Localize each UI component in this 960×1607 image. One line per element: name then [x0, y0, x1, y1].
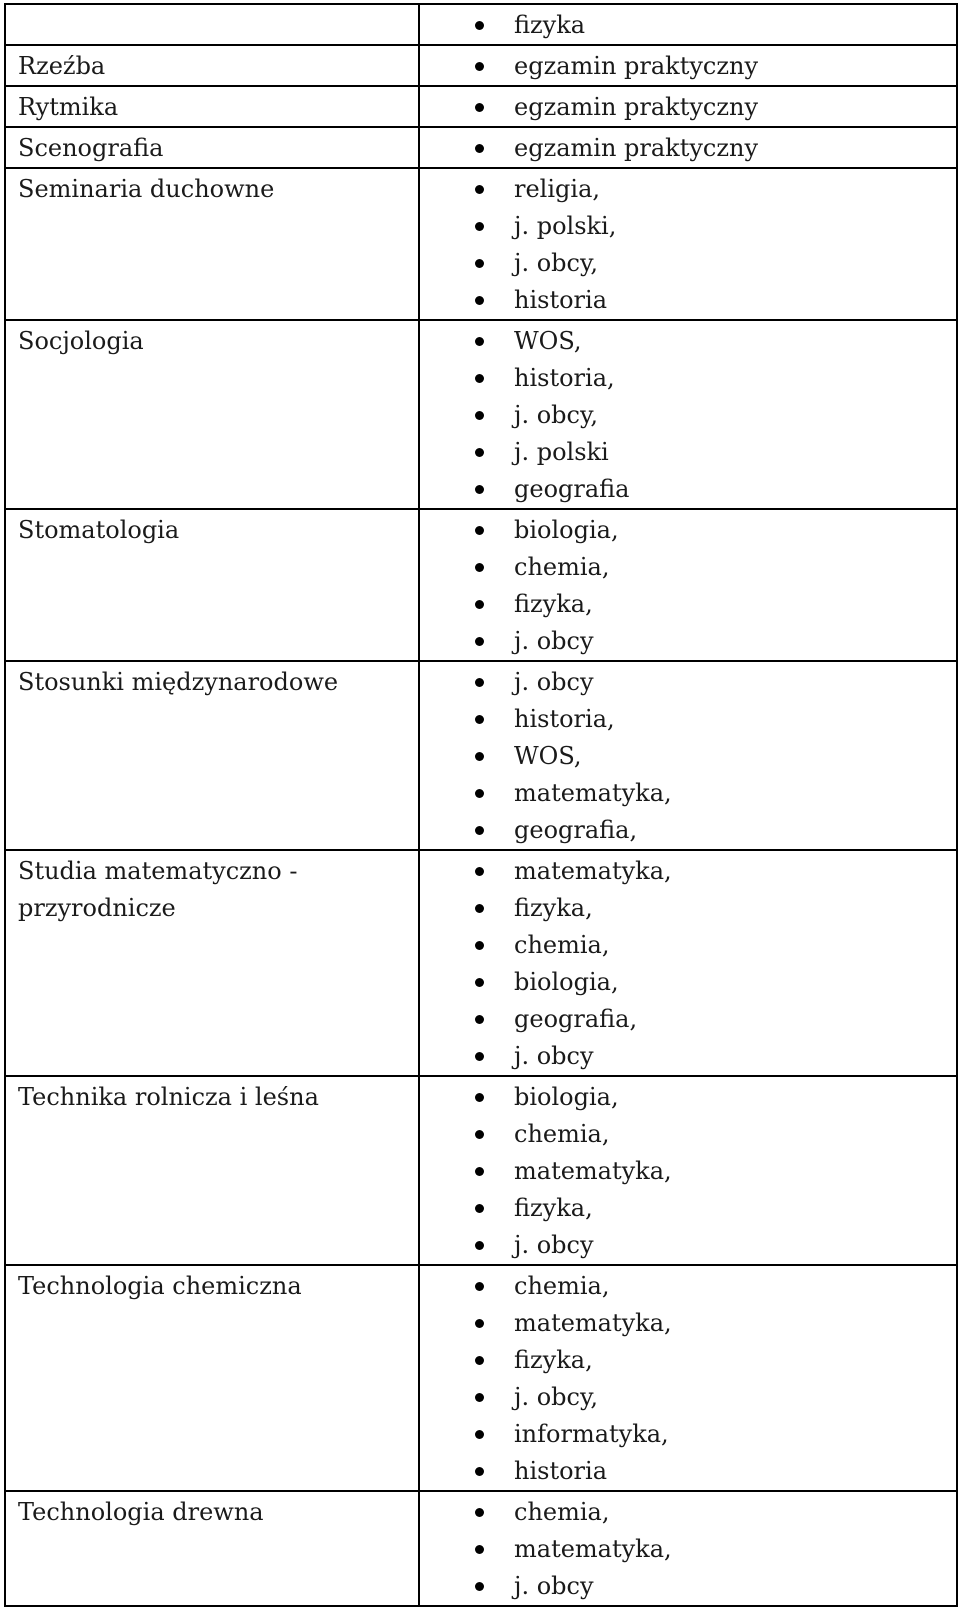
list-item	[472, 1227, 956, 1264]
table-row	[5, 45, 957, 86]
bullet-icon	[475, 1508, 484, 1517]
field-name: Technika rolnicza i leśna	[18, 1083, 319, 1111]
required-subjects-cell	[419, 45, 957, 86]
field-name-cell	[5, 1491, 419, 1606]
field-name: Stosunki międzynarodowe	[18, 668, 339, 696]
list-item	[472, 130, 956, 167]
list-item	[472, 927, 956, 964]
list-item	[472, 1342, 956, 1379]
subject-name: chemia,	[514, 1498, 610, 1526]
list-item	[472, 586, 956, 623]
field-name-cell	[5, 45, 419, 86]
table-row	[5, 1265, 957, 1491]
subject-name: j. obcy	[514, 1572, 594, 1600]
field-name-cell	[5, 4, 419, 45]
bullet-icon	[475, 411, 484, 420]
required-subjects-cell	[419, 168, 957, 320]
bullet-icon	[475, 1167, 484, 1176]
bullet-icon	[475, 296, 484, 305]
bullet-icon	[475, 904, 484, 913]
subject-name: j. obcy,	[514, 401, 598, 429]
subject-name: fizyka	[514, 11, 586, 39]
subject-name: j. obcy	[514, 668, 594, 696]
subject-name: chemia,	[514, 931, 610, 959]
required-subjects-cell	[419, 320, 957, 509]
bullet-icon	[475, 1052, 484, 1061]
field-name: Seminaria duchowne	[18, 175, 275, 203]
table-row	[5, 320, 957, 509]
list-item	[472, 512, 956, 549]
bullet-icon	[475, 1015, 484, 1024]
table-row	[5, 1076, 957, 1265]
required-subjects-cell	[419, 1491, 957, 1606]
bullet-icon	[475, 1393, 484, 1402]
field-name-cell	[5, 509, 419, 661]
subject-name: historia,	[514, 364, 615, 392]
subject-name: WOS,	[514, 327, 582, 355]
field-name-cell	[5, 1265, 419, 1491]
field-name: Rzeźba	[18, 52, 106, 80]
field-name-cell	[5, 320, 419, 509]
bullet-icon	[475, 1356, 484, 1365]
list-item	[472, 1038, 956, 1075]
field-name	[18, 7, 418, 44]
bullet-icon	[475, 185, 484, 194]
subject-list	[420, 89, 956, 126]
subject-name: fizyka,	[514, 590, 593, 618]
bullet-icon	[475, 1467, 484, 1476]
subject-name: biologia,	[514, 1083, 619, 1111]
required-subjects-cell	[419, 1076, 957, 1265]
bullet-icon	[475, 1545, 484, 1554]
subject-name: matematyka,	[514, 1535, 672, 1563]
subject-name: j. obcy	[514, 627, 594, 655]
field-name: Technologia chemiczna	[18, 1272, 302, 1300]
list-item	[472, 171, 956, 208]
field-name-line: przyrodnicze	[18, 894, 176, 922]
list-item	[472, 964, 956, 1001]
bullet-icon	[475, 1093, 484, 1102]
list-item	[472, 1190, 956, 1227]
list-item	[472, 471, 956, 508]
subject-name: j. obcy,	[514, 1383, 598, 1411]
bullet-icon	[475, 337, 484, 346]
list-item	[472, 1453, 956, 1490]
subject-name: geografia,	[514, 816, 638, 844]
bullet-icon	[475, 1582, 484, 1591]
table-row	[5, 4, 957, 45]
field-name: Socjologia	[18, 327, 144, 355]
bullet-icon	[475, 715, 484, 724]
bullet-icon	[475, 752, 484, 761]
required-subjects-cell	[419, 509, 957, 661]
field-name-cell	[5, 168, 419, 320]
list-item	[472, 623, 956, 660]
table-row	[5, 1491, 957, 1606]
field-name-line: Studia matematyczno -	[18, 857, 298, 885]
list-item	[472, 1305, 956, 1342]
list-item	[472, 7, 956, 44]
bullet-icon	[475, 867, 484, 876]
field-name-cell	[5, 661, 419, 850]
bullet-icon	[475, 526, 484, 535]
bullet-icon	[475, 222, 484, 231]
required-subjects-cell	[419, 661, 957, 850]
subject-name: historia,	[514, 705, 615, 733]
bullet-icon	[475, 678, 484, 687]
subject-name: religia,	[514, 175, 601, 203]
bullet-icon	[475, 1130, 484, 1139]
subject-name: j. polski,	[514, 212, 617, 240]
list-item	[472, 397, 956, 434]
field-name: Stomatologia	[18, 516, 180, 544]
list-item	[472, 738, 956, 775]
subject-name: egzamin praktyczny	[514, 93, 759, 121]
subject-list	[420, 48, 956, 85]
bullet-icon	[475, 1282, 484, 1291]
bullet-icon	[475, 637, 484, 646]
subject-name: matematyka,	[514, 857, 672, 885]
list-item	[472, 1531, 956, 1568]
list-item	[472, 853, 956, 890]
table-row	[5, 850, 957, 1076]
bullet-icon	[475, 259, 484, 268]
list-item	[472, 775, 956, 812]
list-item	[472, 1568, 956, 1605]
field-name: Technologia drewna	[18, 1498, 264, 1526]
subject-list	[420, 512, 956, 660]
subject-name: matematyka,	[514, 1157, 672, 1185]
subject-name: matematyka,	[514, 1309, 672, 1337]
bullet-icon	[475, 600, 484, 609]
subject-name: j. obcy	[514, 1042, 594, 1070]
bullet-icon	[475, 826, 484, 835]
subject-name: WOS,	[514, 742, 582, 770]
subject-list	[420, 1079, 956, 1264]
list-item	[472, 1494, 956, 1531]
field-name-cell	[5, 1076, 419, 1265]
subject-name: geografia	[514, 475, 630, 503]
list-item	[472, 434, 956, 471]
list-item	[472, 1416, 956, 1453]
bullet-icon	[475, 1319, 484, 1328]
bullet-icon	[475, 62, 484, 71]
bullet-icon	[475, 978, 484, 987]
list-item	[472, 1268, 956, 1305]
subject-list	[420, 130, 956, 167]
subject-name: j. obcy	[514, 1231, 594, 1259]
subject-name: geografia,	[514, 1005, 638, 1033]
list-item	[472, 89, 956, 126]
subject-list	[420, 171, 956, 319]
bullet-icon	[475, 563, 484, 572]
list-item	[472, 208, 956, 245]
subject-list	[420, 7, 956, 44]
subject-name: fizyka,	[514, 894, 593, 922]
subject-name: chemia,	[514, 1120, 610, 1148]
field-name-cell	[5, 86, 419, 127]
subjects-table	[4, 3, 958, 1607]
subject-name: egzamin praktyczny	[514, 134, 759, 162]
field-name-cell	[5, 850, 419, 1076]
list-item	[472, 812, 956, 849]
table-row	[5, 127, 957, 168]
list-item	[472, 282, 956, 319]
table-row	[5, 168, 957, 320]
list-item	[472, 664, 956, 701]
subject-list	[420, 323, 956, 508]
list-item	[472, 1001, 956, 1038]
subject-name: fizyka,	[514, 1194, 593, 1222]
bullet-icon	[475, 21, 484, 30]
subject-name: biologia,	[514, 968, 619, 996]
subject-name: egzamin praktyczny	[514, 52, 759, 80]
subject-name: fizyka,	[514, 1346, 593, 1374]
bullet-icon	[475, 1430, 484, 1439]
bullet-icon	[475, 941, 484, 950]
bullet-icon	[475, 789, 484, 798]
bullet-icon	[475, 448, 484, 457]
required-subjects-cell	[419, 86, 957, 127]
required-subjects-cell	[419, 850, 957, 1076]
subject-list	[420, 1494, 956, 1605]
bullet-icon	[475, 1204, 484, 1213]
required-subjects-cell	[419, 4, 957, 45]
required-subjects-cell	[419, 1265, 957, 1491]
list-item	[472, 1153, 956, 1190]
bullet-icon	[475, 374, 484, 383]
subject-name: j. polski	[514, 438, 609, 466]
subject-name: chemia,	[514, 1272, 610, 1300]
field-name: Rytmika	[18, 93, 119, 121]
field-name: Scenografia	[18, 134, 164, 162]
list-item	[472, 549, 956, 586]
subject-name: chemia,	[514, 553, 610, 581]
bullet-icon	[475, 103, 484, 112]
subject-name: j. obcy,	[514, 249, 598, 277]
bullet-icon	[475, 485, 484, 494]
list-item	[472, 48, 956, 85]
list-item	[472, 1116, 956, 1153]
list-item	[472, 245, 956, 282]
bullet-icon	[475, 1241, 484, 1250]
subject-list	[420, 853, 956, 1075]
table-row	[5, 86, 957, 127]
list-item	[472, 701, 956, 738]
bullet-icon	[475, 144, 484, 153]
subject-list	[420, 1268, 956, 1490]
table-row	[5, 661, 957, 850]
table-row	[5, 509, 957, 661]
list-item	[472, 360, 956, 397]
subject-list	[420, 664, 956, 849]
subject-name: historia	[514, 286, 607, 314]
subject-name: informatyka,	[514, 1420, 669, 1448]
required-subjects-cell	[419, 127, 957, 168]
list-item	[472, 1079, 956, 1116]
field-name-cell	[5, 127, 419, 168]
list-item	[472, 323, 956, 360]
subject-name: biologia,	[514, 516, 619, 544]
subject-name: historia	[514, 1457, 607, 1485]
list-item	[472, 890, 956, 927]
list-item	[472, 1379, 956, 1416]
subject-name: matematyka,	[514, 779, 672, 807]
